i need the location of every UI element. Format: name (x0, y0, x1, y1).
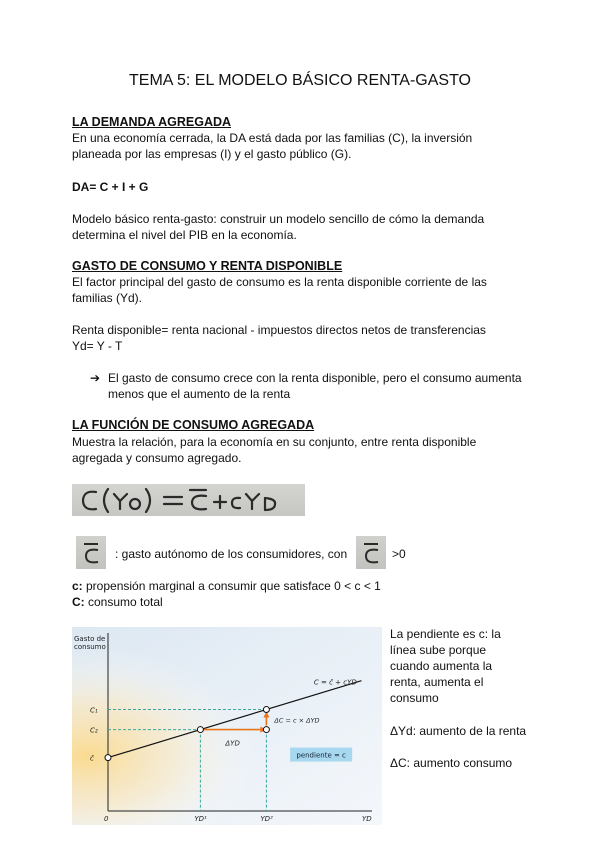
funcion-paragraph (72, 434, 532, 466)
side-note-line-5: consumo (390, 691, 439, 705)
funcion-line-2: agregada y consumo agregado. (72, 451, 242, 465)
delta-yd-label: ΔYD (225, 739, 240, 748)
renta-line: Renta disponible= renta nacional - impuestos directos netos de transferencias (72, 323, 486, 337)
side-note-line-1: La pendiente es c: la (390, 627, 501, 641)
arrow-bullet (90, 370, 530, 402)
section-heading-demanda: LA DEMANDA AGREGADA (72, 115, 232, 129)
cbar-explanation: : gasto autónomo de los consumidores, con (115, 547, 348, 561)
x-tick-yd1: YD¹ (194, 815, 207, 823)
c-definition (72, 578, 532, 594)
consumo-line-1: El factor principal del gasto de consumo es la renta disponible corriente de las (72, 275, 487, 289)
point-corner (263, 727, 269, 733)
side-note-line-4: renta, aumenta el (390, 675, 484, 689)
renta-paragraph (72, 322, 532, 354)
line-label: C = c̄ + cYD (313, 678, 357, 687)
cbar-image-2 (356, 536, 386, 569)
modelo-paragraph (72, 211, 532, 243)
da-formula: DA= C + I + G (72, 180, 149, 194)
modelo-line-1: Modelo básico renta-gasto: construir un modelo sencillo de cómo la demanda (72, 212, 485, 226)
point-a (197, 727, 203, 733)
funcion-line-1: Muestra la relación, para la economía en su conjunto, entre renta disponible (72, 435, 477, 449)
c-label: c: (72, 579, 83, 593)
cbar-image-1 (76, 536, 106, 569)
definitions (72, 578, 532, 610)
page-title: TEMA 5: EL MODELO BÁSICO RENTA-GASTO (129, 72, 471, 89)
arrow-icon: ➔ (90, 371, 101, 385)
side-note-line-3: cuando aumenta la (390, 659, 493, 673)
intercept-point (105, 755, 111, 761)
y-tick-c1: C₁ (90, 706, 98, 715)
chart-glow (72, 627, 382, 825)
y-axis-label-1: Gasto de (74, 635, 106, 643)
origin-label: 0 (104, 815, 109, 823)
handwritten-formula-drawing (72, 484, 305, 516)
yd-line: Yd= Y - T (72, 339, 123, 353)
demanda-line-1: En una economía cerrada, la DA está dada por las familias (C), la inversión (72, 131, 473, 145)
side-note-yd: ΔYd: aumento de la renta (390, 724, 527, 738)
side-note-dc: ΔC: aumento consumo (390, 756, 513, 770)
handwritten-formula-image (72, 484, 305, 516)
side-note-line-2: línea sube porque (390, 643, 487, 657)
point-b (263, 707, 269, 713)
c-text: propensión marginal a consumir que satisface 0 < c < 1 (82, 579, 381, 593)
consumption-chart-svg (72, 627, 382, 825)
y-tick-cbar: c̄ (90, 754, 94, 763)
C-text: consumo total (84, 595, 163, 609)
section-heading-funcion: LA FUNCIÓN DE CONSUMO AGREGADA (72, 418, 315, 432)
consumo-line-2: familias (Yd). (72, 291, 143, 305)
slope-badge-label: pendiente = c (296, 751, 346, 760)
arrow-line-1: El gasto de consumo crece con la renta disponible, pero el consumo aumenta (108, 371, 522, 385)
delta-c-label: ΔC = c × ΔYD (274, 716, 320, 725)
demanda-paragraph (72, 130, 532, 162)
demanda-line-2: planeada por las empresas (I) y el gasto público (G). (72, 147, 352, 161)
side-notes (390, 626, 540, 706)
C-definition (72, 594, 532, 610)
x-tick-yd2: YD² (260, 815, 273, 823)
section-heading-consumo: GASTO DE CONSUMO Y RENTA DISPONIBLE (72, 259, 343, 273)
C-label: C: (72, 595, 85, 609)
arrow-line-2: menos que el aumento de la renta (108, 387, 291, 401)
y-axis-label-2: consumo (74, 643, 106, 651)
y-tick-c2: C₂ (90, 726, 98, 735)
consumption-chart (72, 627, 382, 825)
consumo-paragraph (72, 274, 532, 306)
cbar-condition: >0 (392, 547, 406, 561)
modelo-line-2: determina el nivel del PIB en la economía. (72, 228, 297, 242)
x-axis-label: YD (362, 815, 372, 823)
